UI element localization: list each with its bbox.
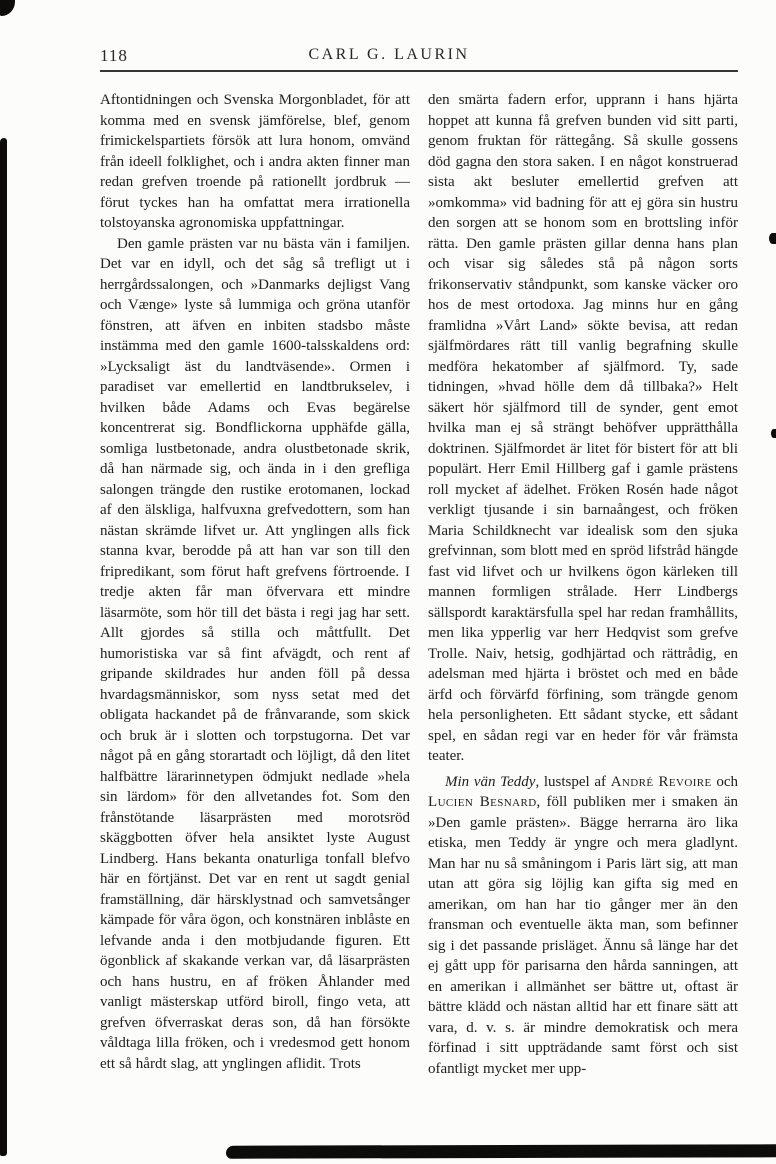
scan-artifact-right-speck bbox=[771, 429, 776, 438]
author-name: André Revoire bbox=[610, 773, 712, 790]
scan-artifact-left-edge bbox=[0, 138, 7, 1156]
text-run: , föll publiken mer i smaken än »Den gamle prästen». Bägge herrarna äro lika etiska, men Teddy är yngre och mera gladlynt. Man har nu så småningom i Paris lärt sig, att man utan att göra sig löjlig kan gifta sig med en amerikan, om han har tio gånger mer än den fransman och eventuelle äkta man, som befinner sig i det passande prisläget. Ännu så länge har det ej gått upp för parisarna den hårda sanningen, att en amerikan i allmänhet ser bättre ut, oftast är bättre klädd och nästan alltid har ett finare sätt att vara, d. v. s. är mindre demokratisk och mera förfinad i sitt uppträdande samt först och sist ofantligt mycket mer upp- bbox=[428, 794, 738, 1077]
scan-artifact-bottom-edge bbox=[226, 1144, 776, 1158]
scan-artifact-right-speck bbox=[769, 233, 776, 244]
page-number: 118 bbox=[100, 46, 128, 65]
text-run: och bbox=[711, 773, 738, 790]
header-rule bbox=[100, 70, 738, 72]
paragraph-continuation: den smärta fadern erfor, upprann i hans hjärta hoppet att kunna få grefven bunden vid sitt parti, genom fruktan för rättegång. Så skulle gossens död gagna den stora saken. I en något konstruerad sista akt besluter emellertid grefven att »omkomma» vid badning för att ej göra sin hustru den sorgen att se honom som en brottsling inför rätta. Den gamle prästen gillar denna hans plan och visar sig således stå på någon sorts frikonservativ ståndpunkt, som kanske väcker oro hos de mest ortodoxa. Jag minns hur en gång framlidna »Vårt Land» sökte bevisa, att redan själfmördares rätt till vanlig begrafning skulle medföra hekatomber af själfmord. Ty, sade tidningen, »hvad hölle dem då tillbaka?» Helt säkert hör själfmord till de synder, gent emot hvilka man ej så strängt behöfver upprätthålla doktrinen. Själfmordet är litet för bistert för att bli populärt. Herr Emil Hillberg gaf i gamle prästens roll mycket af ädelhet. Fröken Rosén hade något verkligt tjusande i sin barnaångest, och fröken Maria Schildknecht var idealisk som den sjuka grefvinnan, som blott med en spröd lifstråd hängde fast vid lifvet och ur hvilkens ögon kärleken till mannen formligen strålade. Herr Lindbergs sällspordt karaktärsfulla spel har redan framhållits, men lika ypperlig var herr Hedqvist som grefve Trolle. Naiv, hetsig, godhjärtad och rättrådig, en adelsman med hjärta i bröstet och med en både ärfd och förvärfd förfining, som trängde genom hela personligheten. Ett sådant stycke, ett sådant spel, en sådan regi var en heder för vår främsta teater. bbox=[428, 92, 738, 764]
scan-artifact-top-left bbox=[0, 0, 15, 16]
running-title: CARL G. LAURIN bbox=[308, 46, 470, 63]
author-name: Lucien Besnard bbox=[428, 794, 537, 810]
running-head bbox=[100, 44, 738, 68]
text-run: , lustspel af bbox=[535, 773, 611, 790]
paragraph-teddy bbox=[428, 772, 738, 1080]
play-title: Min vän Teddy bbox=[445, 773, 536, 790]
right-column bbox=[428, 90, 738, 1164]
paragraph: Den gamle prästen var nu bästa vän i familjen. Det var en idyll, och det såg så trefligt ut i herrgårdssalongen, och »Danmarks dejligst Vang och Vænge» lyste så lummiga och gröna utanför fönstren, att äfven en inbiten stadsbo måste instämma med den gamle 1600-talsskaldens ord: »Lycksaligt äst du landtväsende». Ormen i paradiset var emellertid en landtbrukselev, i hvilken både Adams och Evas begärelse koncentrerat sig. Bondflickorna upphäfde gälla, somliga lustbetonade, andra olustbetonade skrik, då han närmade sig, och ända in i den grefliga salongen trängde den rustike erotomanen, lockad af den älskliga, halfvuxna grefvedottern, som han nästan skrämde lifvet ur. Att ynglingen alls fick stanna kvar, berodde på att han var son till den fripredikant, som förut haft grefvens förtroende. I tredje akten får man öfvervara ett mindre läsarmöte, som hör till det bästa i regi jag har sett. Allt gjordes så stilla och måttfullt. Det humoristiska var så fint afvägdt, och rent af gripande skildrades hur anden föll på dessa hvardagsmänniskor, som nyss setat med det obligata hackandet på de frånvarande, som skick och bruk är i slotten och torpstugorna. Det var något på en gång storartadt och löjligt, då den litet halfbättre lärarinnetypen ödmjukt nedlade »hela sin lärdom» för den allvetandes fot. Som den frånstötande läsarprästen med morotsröd skäggbotten öfver hela ansiktet lyste August Lindberg. Hans bekanta onaturliga tonfall blefvo här en förtjänst. Det var en rent ut sagdt genial framställning, där härsklystnad och samvetsånger kämpade för våra ögon, och konstnären inblåste en lefvande anda i den motbjudande figuren. Ett ögonblick af skakande verkan var, då läsarprästen och hans hustru, en af fröken Åhlander med vanligt mästerskap utförd biroll, fingo veta, att grefven öfverraskat deras son, då han försökte våldtaga lilla fröken, och i vredesmod gett honom ett så hårdt slag, att ynglingen aflidit. Trots bbox=[100, 235, 410, 1072]
text-columns bbox=[100, 90, 738, 1164]
left-column bbox=[100, 90, 410, 1164]
paragraph-continuation: Aftontidningen och Svenska Morgonbladet, för att komma med en svensk jämförelse, blef, genom frimickelspartiets försök att lura honom, omvänd från ideell folklighet, och i andra akten finner man redan grefven troende på rationellt jordbruk — förut tyckes han ha omfattat mera irrationella tolstoyanska agronomiska uppfattningar. bbox=[100, 92, 410, 231]
